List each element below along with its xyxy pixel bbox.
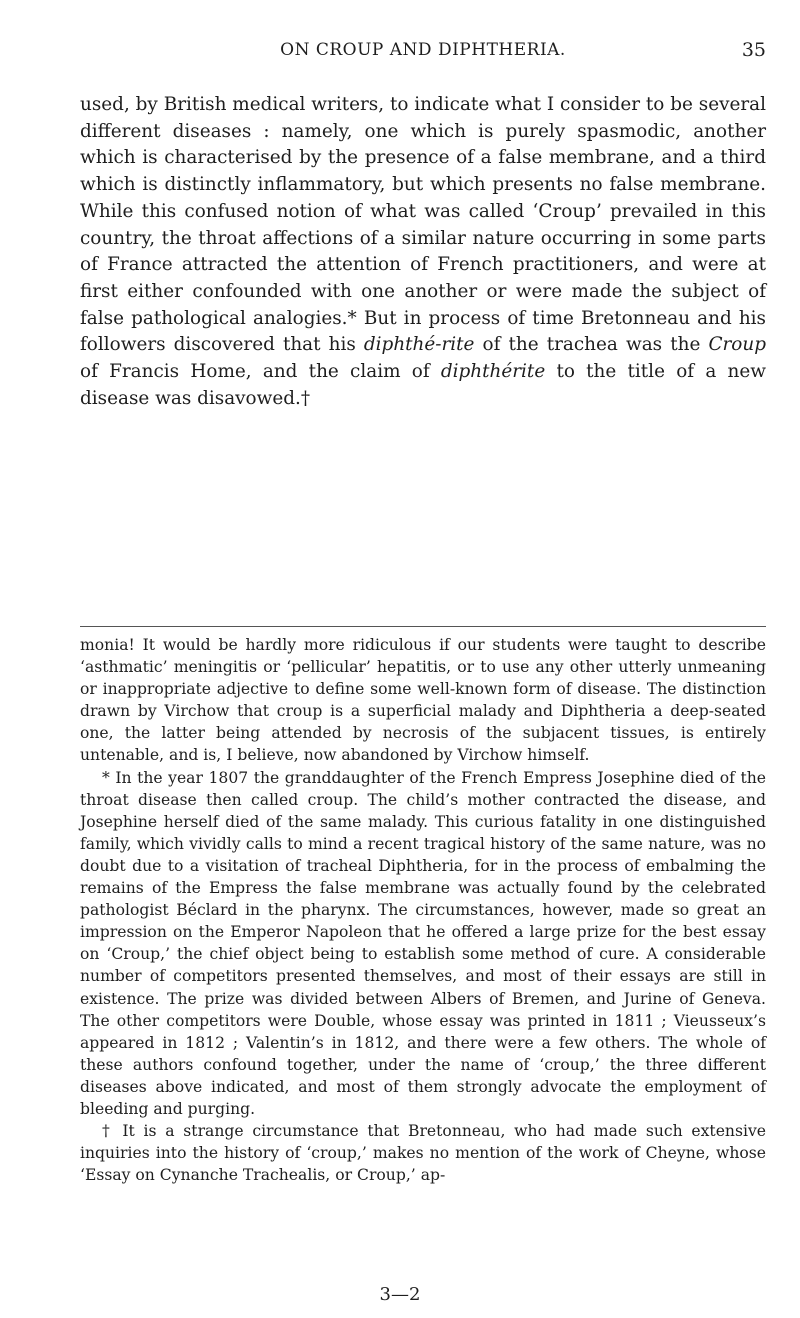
signature-mark: 3—2 (379, 1284, 421, 1305)
main-text-italic-diphtherite-2: diphthérite (440, 361, 546, 383)
main-paragraph (80, 92, 766, 412)
main-text-italic-diphtherite-1: diphthé-rite (363, 334, 475, 356)
footnote-continued: monia! It would be hardly more ridiculous if our students were taught to describe ‘asthmatic’ meningitis or ‘pellicular’ hepatitis, or to use any other utterly unmeaning or inappropriate adjective to define some well-known form of disease. The distinction drawn by Virchow that croup is a superficial malady and Diphtheria a deep-seated one, the latter being attended by necrosis of the subjacent tissues, is entirely untenable, and is, I believe, now abandoned by Virchow himself. (80, 636, 766, 765)
main-text-italic-croup: Croup (708, 334, 766, 356)
main-text-part-1: used, by British medical writers, to indicate what I consider to be several different diseases : namely, one which is purely spasmodic, another which is characterised by the presence of a false membrane, and a third which is distinctly inflammatory, but which presents no false membrane. While this confused notion of what was called ‘Croup’ prevailed in this country, the throat affections of a similar nature occurring in some parts of France attracted the attention of French practitioners, and were at first either confounded with one another or were made the subject of false pathological analogies.* But in process of time Bretonneau and his followers discovered that his (80, 94, 766, 356)
main-text-part-4: to the title of a new disease was disavowed.† (80, 361, 766, 409)
footnote-rule (80, 626, 766, 627)
footnotes (80, 634, 766, 1186)
page-number: 35 (741, 39, 766, 61)
running-head-title: ON CROUP AND DIPHTHERIA. (280, 40, 566, 60)
footnote-dagger: † It is a strange circumstance that Bretonneau, who had made such extensive inquiries into the history of ‘croup,’ makes no mention of the work of Cheyne, whose ‘Essay on Cynanche Trachealis, or Croup,’ ap- (80, 1122, 766, 1185)
running-head (80, 40, 766, 70)
main-text-part-3: of Francis Home, and the claim of (80, 361, 441, 383)
main-text-part-2: of the trachea was the (474, 334, 709, 356)
footnote-star: * In the year 1807 the granddaughter of the French Empress Josephine died of the throat disease then called croup. The child’s mother contracted the disease, and Josephine herself died of the same malady. This curious fatality in one distinguished family, which vividly calls to mind a recent tragical history of the same nature, was no doubt due to a visitation of tracheal Diphtheria, for in the process of embalming the remains of the Empress the false membrane was actually found by the celebrated pathologist Béclard in the pharynx. The circumstances, however, made so great an impression on the Emperor Napoleon that he offered a large prize for the best essay on ‘Croup,’ the chief object being to establish some method of cure. A considerable number of competitors presented themselves, and most of their essays are still in existence. The prize was divided between Albers of Bremen, and Jurine of Geneva. The other competitors were Double, whose essay was printed in 1811 ; Vieusseux’s appeared in 1812 ; Valentin’s in 1812, and there were a few others. The whole of these authors confound together, under the name of ‘croup,’ the three different diseases above indicated, and most of them strongly advocate the employment of bleeding and purging. (80, 768, 766, 1118)
